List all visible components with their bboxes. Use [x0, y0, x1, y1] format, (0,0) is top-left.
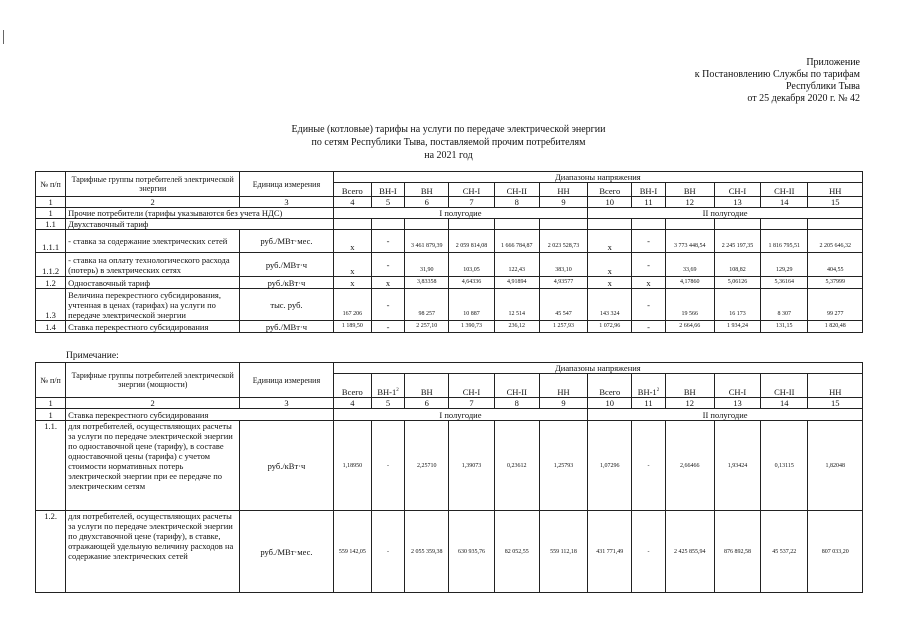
section-name: Ставка перекрестного субсидирования	[66, 409, 334, 421]
subsidy-table	[35, 362, 863, 593]
title-line-3: на 2021 год	[424, 150, 473, 161]
value-cell: -	[371, 421, 404, 511]
row-number: 1.2	[36, 277, 66, 289]
value-cell: 31,90	[405, 253, 449, 277]
title-line-2: по сетям Республики Тыва, поставляемой прочим потребителям	[311, 137, 586, 148]
column-header: ВН	[405, 183, 449, 197]
value-cell: -	[632, 321, 665, 333]
value-cell: 10 887	[449, 289, 494, 321]
value-cell: 4,91894	[494, 277, 539, 289]
row-number: 1.4	[36, 321, 66, 333]
value-cell: 559 112,18	[539, 511, 587, 593]
value-cell: -	[371, 289, 404, 321]
appendix-line-2: к Постановлению Службы по тарифам	[694, 69, 860, 80]
column-header: Всего	[588, 183, 632, 197]
value-cell: 1 257,93	[539, 321, 587, 333]
value-cell: 8 307	[761, 289, 808, 321]
value-cell: x	[333, 253, 371, 277]
value-cell: 559 142,05	[333, 511, 371, 593]
appendix-line-4: от 25 декабря 2020 г. № 42	[747, 93, 860, 104]
column-number: 14	[761, 398, 808, 409]
value-cell: -	[632, 230, 665, 253]
column-header: СН-II	[494, 374, 539, 398]
column-header: Всего	[333, 183, 371, 197]
column-number: 10	[588, 197, 632, 208]
value-cell: 5,37999	[808, 277, 863, 289]
value-cell: 98 257	[405, 289, 449, 321]
value-cell: 122,43	[494, 253, 539, 277]
header-no: № п/п	[36, 172, 66, 197]
value-cell: 129,29	[761, 253, 808, 277]
column-header: НН	[808, 374, 863, 398]
value-cell: 0,13115	[761, 421, 808, 511]
value-cell: 33,69	[665, 253, 714, 277]
value-cell: 1 816 795,51	[761, 230, 808, 253]
value-cell: 876 892,58	[714, 511, 760, 593]
column-header: ВН-I	[632, 183, 665, 197]
value-cell: 167 206	[333, 289, 371, 321]
value-cell: 45 537,22	[761, 511, 808, 593]
column-number: 9	[539, 398, 587, 409]
column-number: 6	[405, 197, 449, 208]
value-cell: 1,93424	[714, 421, 760, 511]
row-number: 1.3	[36, 289, 66, 321]
value-cell: 2,66466	[665, 421, 714, 511]
header-ranges: Диапазоны напряжения	[333, 363, 862, 374]
value-cell: x	[588, 253, 632, 277]
column-number: 14	[761, 197, 808, 208]
value-cell: 4,17860	[665, 277, 714, 289]
row-number: 1.1.1	[36, 230, 66, 253]
value-cell: 1 666 784,87	[494, 230, 539, 253]
column-header: СН-II	[761, 183, 808, 197]
value-cell: 4,93577	[539, 277, 587, 289]
value-cell: 2 023 528,73	[539, 230, 587, 253]
row-unit: руб./кВт·ч	[240, 277, 334, 289]
column-number: 13	[714, 398, 760, 409]
column-header: ВН	[665, 183, 714, 197]
table-row	[36, 289, 863, 321]
value-cell: 3,83358	[405, 277, 449, 289]
section-name: Прочие потребители (тарифы указываются без учета НДС)	[66, 208, 334, 219]
column-header: ВН-I	[371, 183, 404, 197]
row-name: для потребителей, осуществляющих расчеты за услуги по передаче электрической энергии по двухставочной цене (тарифу), в ставке, отражающей удельную величину расходов на содержание электрических сетей	[66, 511, 240, 593]
column-number: 3	[240, 197, 334, 208]
value-cell: 1,39073	[449, 421, 494, 511]
column-number: 7	[449, 398, 494, 409]
row-number: 1.1.2	[36, 253, 66, 277]
row-name: - ставка на оплату технологического расхода (потерь) в электрических сетях	[66, 253, 240, 277]
value-cell: 45 547	[539, 289, 587, 321]
column-header: ВН	[405, 374, 449, 398]
value-cell: 5,36164	[761, 277, 808, 289]
value-cell: 431 771,49	[588, 511, 632, 593]
header-no: № п/п	[36, 363, 66, 398]
value-cell: -	[632, 511, 665, 593]
row-name: Одноставочный тариф	[66, 277, 240, 289]
column-number: 2	[66, 398, 240, 409]
value-cell: 19 566	[665, 289, 714, 321]
value-cell: 143 324	[588, 289, 632, 321]
value-cell: 630 935,76	[449, 511, 494, 593]
header-group: Тарифные группы потребителей электрической энергии (мощности)	[66, 363, 240, 398]
row-name: Величина перекрестного субсидирования, учтенная в ценах (тарифах) на услуги по передаче электрической энергии	[66, 289, 240, 321]
value-cell: 1 390,73	[449, 321, 494, 333]
column-header: СН-I	[449, 374, 494, 398]
value-cell: 1,18950	[333, 421, 371, 511]
value-cell: 1,82048	[808, 421, 863, 511]
column-number: 1	[36, 197, 66, 208]
header-group: Тарифные группы потребителей электрической энергии	[66, 172, 240, 197]
column-number: 9	[539, 197, 587, 208]
table-row	[36, 321, 863, 333]
half-year-2: II полугодие	[588, 409, 863, 421]
value-cell: 236,12	[494, 321, 539, 333]
value-cell: -	[371, 253, 404, 277]
column-number: 12	[665, 197, 714, 208]
value-cell: 82 052,55	[494, 511, 539, 593]
column-number: 8	[494, 398, 539, 409]
column-number: 5	[371, 197, 404, 208]
row-name: - ставка за содержание электрических сетей	[66, 230, 240, 253]
table-row	[36, 511, 863, 593]
row-name: Ставка перекрестного субсидирования	[66, 321, 240, 333]
column-header: НН	[808, 183, 863, 197]
footnote-mark: 2	[396, 388, 399, 394]
value-cell: -	[632, 289, 665, 321]
column-number: 1	[36, 398, 66, 409]
note-label: Примечание:	[66, 351, 119, 361]
value-cell: 1 189,50	[333, 321, 371, 333]
value-cell: x	[632, 277, 665, 289]
value-cell: -	[632, 421, 665, 511]
value-cell: 108,82	[714, 253, 760, 277]
column-number: 4	[333, 398, 371, 409]
value-cell: 4,64336	[449, 277, 494, 289]
section-no: 1	[36, 409, 66, 421]
value-cell: x	[333, 230, 371, 253]
row-name: для потребителей, осуществляющих расчеты за услуги по передаче электрической энергии по одноставочной цене (тарифу), в составе одноставочной цены (тарифа) с учетом стоимости нормативных потерь электрической энергии при ее передаче по электрическим сетям	[66, 421, 240, 511]
value-cell: 5,06126	[714, 277, 760, 289]
table-row	[36, 230, 863, 253]
column-number: 11	[632, 398, 665, 409]
half-year-1: I полугодие	[333, 409, 587, 421]
value-cell: 1,07296	[588, 421, 632, 511]
row-unit: руб./МВт·мес.	[240, 230, 334, 253]
value-cell: 2 205 646,32	[808, 230, 863, 253]
value-cell: 2 257,10	[405, 321, 449, 333]
half-year-1: I полугодие	[333, 208, 587, 219]
column-header: СН-II	[761, 374, 808, 398]
value-cell: -	[371, 230, 404, 253]
header-unit: Единица измерения	[240, 363, 334, 398]
value-cell: 1 934,24	[714, 321, 760, 333]
value-cell: 2 664,66	[665, 321, 714, 333]
column-number: 5	[371, 398, 404, 409]
tariff-table	[35, 171, 863, 333]
value-cell: x	[333, 277, 371, 289]
column-header: ВН	[665, 374, 714, 398]
column-header: НН	[539, 374, 587, 398]
value-cell: 2,25710	[405, 421, 449, 511]
column-header: СН-I	[449, 183, 494, 197]
appendix-line-1: Приложение	[806, 57, 860, 68]
table-row	[36, 421, 863, 511]
column-header: $ВН-1^2$	[371, 374, 404, 398]
value-cell: 16 173	[714, 289, 760, 321]
value-cell: 1 820,48	[808, 321, 863, 333]
row-number: 1.1.	[36, 421, 66, 511]
column-number: 6	[405, 398, 449, 409]
column-number: 10	[588, 398, 632, 409]
column-number: 7	[449, 197, 494, 208]
value-cell: 383,10	[539, 253, 587, 277]
column-number: 13	[714, 197, 760, 208]
column-header: Всего	[588, 374, 632, 398]
title-line-1: Единые (котловые) тарифы на услуги по передаче электрической энергии	[291, 124, 606, 135]
column-number: 3	[240, 398, 334, 409]
row-number: 1.2.	[36, 511, 66, 593]
row-unit: руб./МВт·мес.	[240, 511, 334, 593]
column-header: СН-I	[714, 183, 760, 197]
edge-mark	[3, 30, 4, 44]
column-number: 8	[494, 197, 539, 208]
value-cell: 807 033,20	[808, 511, 863, 593]
value-cell: 0,23612	[494, 421, 539, 511]
value-cell: 2 425 855,94	[665, 511, 714, 593]
column-header: НН	[539, 183, 587, 197]
value-cell: x	[588, 277, 632, 289]
row-unit: руб./кВт·ч	[240, 421, 334, 511]
value-cell: x	[588, 230, 632, 253]
value-cell: 404,55	[808, 253, 863, 277]
value-cell: 1 072,96	[588, 321, 632, 333]
footnote-mark: 2	[656, 388, 660, 394]
column-header: $ВН-1^2$	[632, 374, 665, 398]
value-cell: x	[371, 277, 404, 289]
appendix-header	[695, 57, 860, 105]
appendix-line-3: Республики Тыва	[785, 81, 860, 92]
column-number: 15	[808, 197, 863, 208]
value-cell: 2 059 814,08	[449, 230, 494, 253]
column-number: 11	[632, 197, 665, 208]
table-row	[36, 277, 863, 289]
value-cell: 103,05	[449, 253, 494, 277]
value-cell: 2 055 359,38	[405, 511, 449, 593]
row-unit: руб./МВт·ч	[240, 253, 334, 277]
value-cell: 131,15	[761, 321, 808, 333]
value-cell: -	[632, 253, 665, 277]
document-title	[0, 123, 897, 162]
header-unit: Единица измерения	[240, 172, 334, 197]
column-header: СН-II	[494, 183, 539, 197]
column-number: 2	[66, 197, 240, 208]
header-ranges: Диапазоны напряжения	[333, 172, 862, 183]
column-number: 15	[808, 398, 863, 409]
sub-no: 1.1	[36, 219, 66, 230]
value-cell: 3 461 879,39	[405, 230, 449, 253]
sub-name: Двухставочный тариф	[66, 219, 334, 230]
value-cell: -	[371, 511, 404, 593]
column-number: 12	[665, 398, 714, 409]
row-unit: тыс. руб.	[240, 289, 334, 321]
column-header: СН-I	[714, 374, 760, 398]
value-cell: -	[371, 321, 404, 333]
row-unit: руб./МВт·ч	[240, 321, 334, 333]
value-cell: 1,25793	[539, 421, 587, 511]
value-cell: 3 773 448,54	[665, 230, 714, 253]
column-number: 4	[333, 197, 371, 208]
table-row	[36, 253, 863, 277]
value-cell: 12 514	[494, 289, 539, 321]
section-no: 1	[36, 208, 66, 219]
half-year-2: II полугодие	[588, 208, 863, 219]
value-cell: 2 245 197,35	[714, 230, 760, 253]
column-header: Всего	[333, 374, 371, 398]
value-cell: 99 277	[808, 289, 863, 321]
